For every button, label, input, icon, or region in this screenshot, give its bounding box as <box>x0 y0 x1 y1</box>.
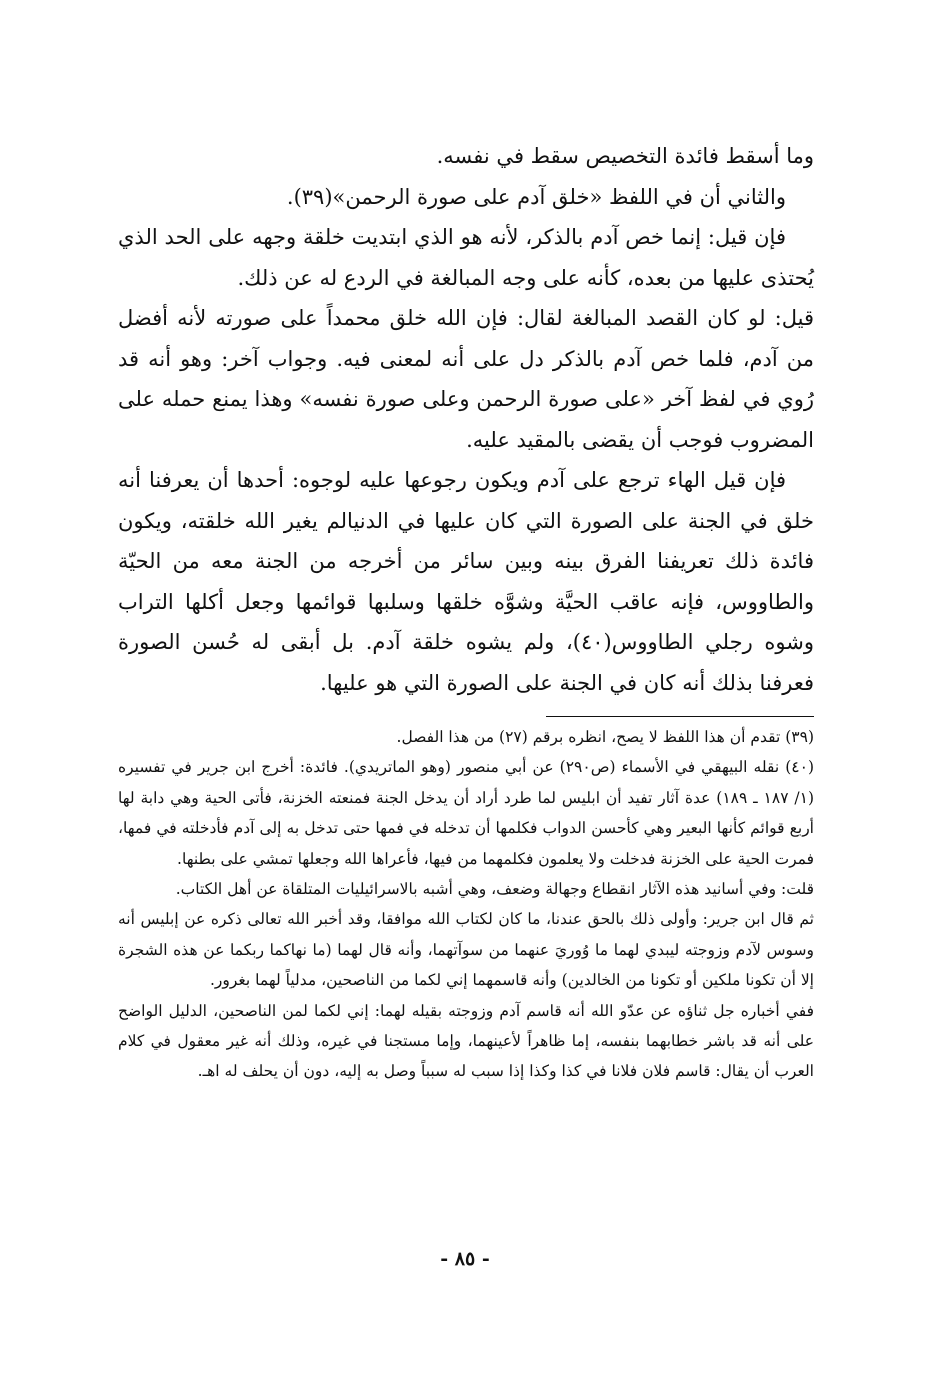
footnote-item: (٣٩) تقدم أن هذا اللفظ لا يصح، انظره برقم (٢٧) من هذا الفصل. <box>396 728 814 746</box>
footnote-separator <box>546 716 814 717</box>
page-number: - ٨٥ - <box>440 1248 490 1270</box>
main-paragraph: وما أسقط فائدة التخصيص سقط في نفسه. <box>436 144 814 168</box>
main-text-body <box>118 136 814 703</box>
footnote-item: ثم قال ابن جرير: وأولى ذلك بالحق عندنا، ما كان لكتاب الله موافقا، وقد أخبر الله تعالى ذكره عن إبليس أنه وسوس لآدم وزوجته ليبدي لهما ما وُوريَ عنهما من سوآتهما، وأنه قال لهما (ما نهاكما ربكما عن هذه الشجرة إلا أن تكونا ملكين أو تكونا من الخالدين) وأنه قاسمهما إني لكما من الناصحين، مدلياً لهما بغرور. <box>118 910 814 990</box>
footnotes-section <box>118 722 814 1087</box>
footnote-item: قلت: وفي أسانيد هذه الآثار انقطاع وجهالة وضعف، وهي أشبه بالاسرائيليات المتلقاة عن أهل الكتاب. <box>175 880 814 899</box>
footnote-item: ففي أخباره جل ثناؤه عن عدّو الله أنه قاسم آدم وزوجته بقيله لهما: إني لكما لمن الناصحين، الدليل الواضح على أنه قد باشر خطابهما بنفسه، إما ظاهراً لأعينهما، وإما مستجنا في غيره، وذلك أنه غير معقول في كلام العرب أن يقال: قاسم فلان فلانا في كذا وكذا إذا سبب له سبباً وصل به إليه، دون أن يحلف له اهـ. <box>118 1001 814 1081</box>
main-paragraph: فإن قيل: إنما خص آدم بالذكر، لأنه هو الذي ابتديت خلقة وجهه على الحد الذي يُحتذى عليها من بعده، كأنه على وجه المبالغة في الردع له عن ذلك. <box>118 225 814 290</box>
footnote-item: (٤٠) نقله البيهقي في الأسماء (ص٢٩٠) عن أبي منصور (وهو الماتريدي). فائدة: أخرج ابن جرير في تفسيره (١/ ١٨٧ ـ ١٨٩) عدة آثار تفيد أن ابليس لما طرد أراد أن يدخل الجنة فمنعته الخزنة، فأتى الحية وهي دابة لها أربع قوائم كأنها البعير وهي كأحسن الدواب فكلمها أن تدخله في فمها حتى تدخل به إلى آدم فأدخلته في فمها، فمرت الحية على الخزنة فدخلت ولا يعلمون فكلمهما من فيها، فأعراها الله وجعلها تمشي على بطنها. <box>118 758 814 868</box>
main-paragraph: والثاني أن في اللفظ «خلق آدم على صورة الرحمن»(٣٩). <box>286 184 786 209</box>
main-paragraph: فإن قيل الهاء ترجع على آدم ويكون رجوعها عليه لوجوه: أحدها أن يعرفنا أنه خلق في الجنة على الصورة التي كان عليها في الدنيالم يغير الله خلقته، ويكون فائدة ذلك تعريفنا الفرق بينه وبين سائر من أخرجه من الجنة معه من الحيّة والطاووس، فإنه عاقب الحيَّة وشوَّه خلقها وسلبها قوائمها وجعل أكلها التراب وشوه رجلي الطاووس(٤٠)، ولم يشوه خلقة آدم. بل أبقى له حُسن الصورة فعرفنا بذلك أنه كان في الجنة على الصورة التي هو عليها. <box>118 468 815 695</box>
main-paragraph: قيل: لو كان القصد المبالغة لقال: فإن الله خلق محمداً على صورته لأنه أفضل من آدم، فلما خص آدم بالذكر دل على أنه لمعنى فيه. وجواب آخر: وهو أنه قد رُوي في لفظ آخر «على صورة الرحمن وعلى صورة نفسه» وهذا يمنع حمله على المضروب فوجب أن يقضى بالمقيد عليه. <box>118 306 814 452</box>
